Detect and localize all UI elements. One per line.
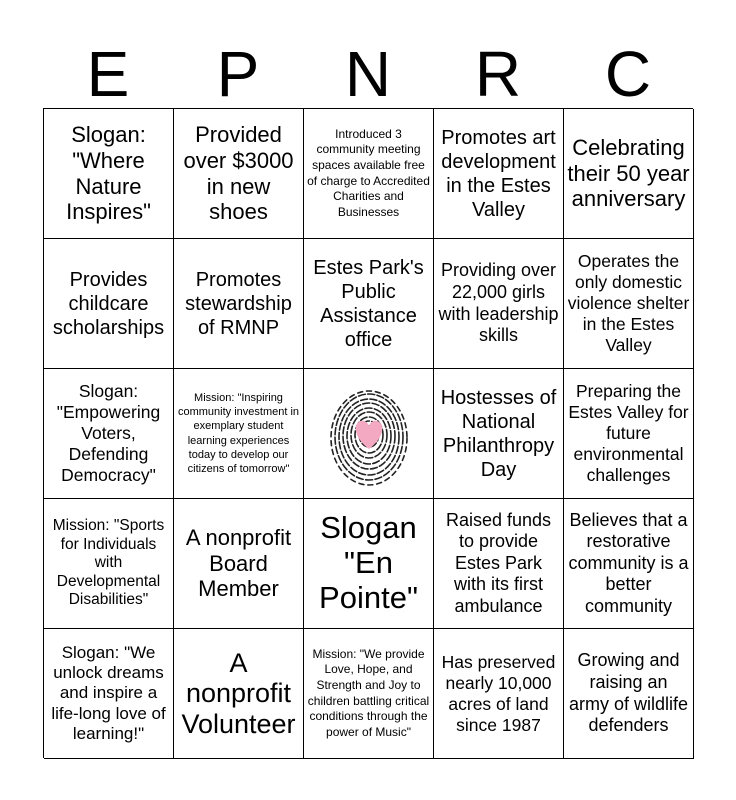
- bingo-cell[interactable]: [44, 369, 174, 499]
- cell-text: Slogan: "We unlock dreams and inspire a life-long love of learning!": [51, 642, 166, 744]
- bingo-cell[interactable]: [304, 629, 434, 759]
- cell-text: Slogan "En Pointe": [319, 510, 418, 615]
- cell-text: Mission: "We provide Love, Hope, and Strength and Joy to children battling critical conditions through the power of Music": [307, 646, 430, 739]
- cell-text: Hostesses of National Philanthropy Day: [440, 386, 557, 481]
- bingo-cell[interactable]: [174, 499, 304, 629]
- cell-text: Mission: "Sports for Individuals with Developmental Disabilities": [52, 517, 165, 609]
- cell-text: Mission: "Inspiring community investment in exemplary student learning experiences today to develop our citizens of tomorrow": [177, 391, 300, 476]
- cell-text: Promotes art development in the Estes Valley: [441, 126, 556, 221]
- bingo-cell[interactable]: [434, 369, 564, 499]
- bingo-cell[interactable]: [434, 499, 564, 629]
- cell-text: A nonprofit Board Member: [185, 524, 292, 602]
- bingo-cell[interactable]: [174, 239, 304, 369]
- bingo-cell[interactable]: [434, 109, 564, 239]
- free-space[interactable]: [304, 369, 434, 499]
- bingo-cell[interactable]: [44, 239, 174, 369]
- header-letter-n: N: [344, 38, 392, 110]
- cell-text: Preparing the Estes Valley for future environmental challenges: [568, 381, 689, 485]
- bingo-header: [43, 40, 693, 108]
- bingo-cell[interactable]: [304, 109, 434, 239]
- cell-text: Has preserved nearly 10,000 acres of land since 1987: [441, 651, 556, 735]
- bingo-cell[interactable]: [434, 629, 564, 759]
- bingo-cell[interactable]: [564, 629, 694, 759]
- header-letter-p: P: [216, 38, 260, 110]
- cell-text: A nonprofit Volunteer: [181, 648, 296, 739]
- cell-text: Providing over 22,000 girls with leadership skills: [438, 260, 559, 346]
- cell-text: Provides childcare scholarships: [52, 268, 165, 339]
- cell-text: Estes Park's Public Assistance office: [313, 256, 424, 351]
- bingo-cell[interactable]: [174, 629, 304, 759]
- fingerprint-heart-icon: [323, 379, 415, 489]
- cell-text: Operates the only domestic violence shelter in the Estes Valley: [567, 251, 690, 355]
- bingo-cell[interactable]: [174, 369, 304, 499]
- cell-text: Believes that a restorative community is a better community: [568, 509, 689, 616]
- cell-text: Growing and raising an army of wildlife defenders: [568, 650, 689, 736]
- header-letter-c: C: [604, 38, 652, 110]
- cell-text: Slogan: "Where Nature Inspires": [66, 121, 151, 225]
- bingo-board: [43, 108, 693, 758]
- cell-text: Introduced 3 community meeting spaces available free of charge to Accredited Charities and Businesses: [307, 126, 430, 219]
- cell-text: Slogan: "Empowering Voters, Defending Democracy": [56, 381, 161, 485]
- header-letter-r: R: [474, 38, 522, 110]
- bingo-cell[interactable]: [304, 239, 434, 369]
- bingo-cell[interactable]: [44, 499, 174, 629]
- bingo-cell[interactable]: [564, 239, 694, 369]
- bingo-cell[interactable]: [434, 239, 564, 369]
- header-letter-e: E: [86, 38, 130, 110]
- bingo-cell[interactable]: [44, 629, 174, 759]
- bingo-cell[interactable]: [304, 499, 434, 629]
- bingo-cell[interactable]: [564, 499, 694, 629]
- cell-text: Raised funds to provide Estes Park with its first ambulance: [445, 509, 552, 616]
- bingo-cell[interactable]: [564, 369, 694, 499]
- cell-text: Provided over $3000 in new shoes: [183, 121, 294, 225]
- bingo-cell[interactable]: [564, 109, 694, 239]
- bingo-cell[interactable]: [44, 109, 174, 239]
- cell-text: Promotes stewardship of RMNP: [185, 268, 292, 339]
- cell-text: Celebrating their 50 year anniversary: [567, 134, 690, 212]
- bingo-cell[interactable]: [174, 109, 304, 239]
